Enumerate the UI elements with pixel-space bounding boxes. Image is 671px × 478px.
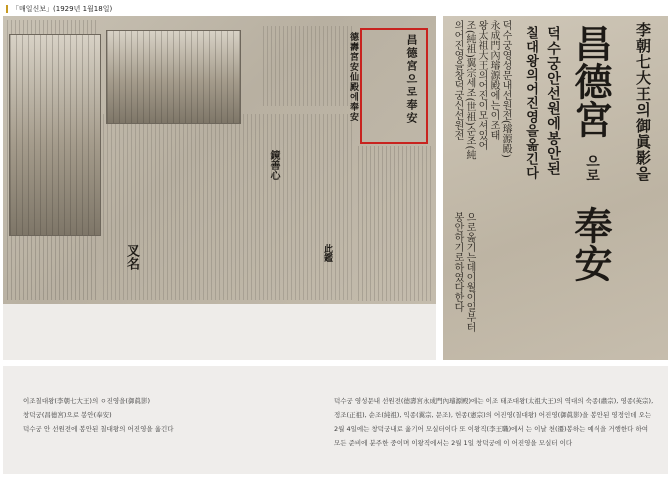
body-column-1: 덕수궁영성문내선원전(璿源殿) (500, 20, 511, 158)
palace-photo-small (106, 30, 241, 124)
left-sub-headline: 德壽宮安仙殿에奉安 (348, 32, 358, 122)
main-headline-2: 奉安 (568, 206, 613, 282)
caption-left-line-3: 덕수궁 안 선원전에 봉안된 칠대왕의 어진영을 옮긴다 (23, 425, 174, 433)
left-column-title-2: 叉名 (124, 244, 139, 270)
left-boxed-headline: 昌德宮으로奉安 (405, 34, 418, 125)
article-highlight-box (360, 28, 428, 144)
source-label (6, 3, 112, 15)
main-headline-mid: 으로 (584, 154, 600, 182)
right-subhead-2: 칠대왕의어진영을옮긴다 (523, 26, 538, 180)
body-column-2: 永成門內璿源殿에는이조태 (488, 20, 499, 140)
caption-panel (3, 366, 668, 474)
body-column-6: 으로옮기는데이월이일부터 (464, 212, 475, 332)
left-column-title-1: 鏡善心 (268, 150, 279, 180)
text-texture-top (263, 26, 355, 106)
left-column-title-3: 此鑑 (322, 244, 332, 262)
accent-bar (6, 5, 8, 13)
main-headline-1: 昌德宮 (568, 24, 613, 138)
top-headline: 李朝七大王의御眞影을 (634, 22, 652, 182)
right-subhead: 덕수궁안선원에봉안된 (545, 26, 561, 176)
body-column-3: 왕太祖大王의어진이모셔있어 (476, 20, 487, 150)
body-column-7: 봉안하기로하였다한다 (452, 212, 463, 312)
caption-left-line-1: 이조칠대왕(李朝七大王)의 ㅇ진영을(御眞影) (23, 397, 150, 405)
palace-photo-large (9, 34, 101, 236)
body-column-5: 의어진영을창덕궁신선원전 (452, 20, 463, 140)
source-text: 「매일신보」(1929년 1월18일) (12, 5, 113, 13)
caption-left (23, 394, 313, 436)
caption-right-text: 덕수궁 영성문내 선원전(德壽宮永成門內璿源殿)에는 이조 태조대왕(太祖大王)의 역대의 숙종(肅宗), 영종(英宗), 정조(正祖), 순조(純祖), 익종(翼宗, 문조), 헌종(憲宗)의 어진영(칠대왕) 어진영(御眞影)을 봉안된 영정인데 오는 2월 4일에는 창덕궁내로 옮기어 모실터이다 또 이왕직(李王職)에서 는 이날 천(遷)봉하는 예식을 거행한다 하여 모든 준비에 분주한 중이며 이왕직에서는 2월 1일 창덕궁에 이 어진영을 모실터 이다 (334, 397, 654, 447)
caption-left-line-2: 창덕궁(昌德宮)으로 봉안(奉安) (23, 411, 112, 419)
text-texture-right (358, 146, 432, 301)
body-column-4: 조(純祖)翼宗세조(世祖)순조(純 (464, 20, 475, 160)
article-closeup-photo (443, 16, 668, 360)
text-texture-center (103, 114, 353, 300)
newspaper-page-paper (3, 16, 436, 304)
newspaper-page-photo (3, 16, 436, 360)
